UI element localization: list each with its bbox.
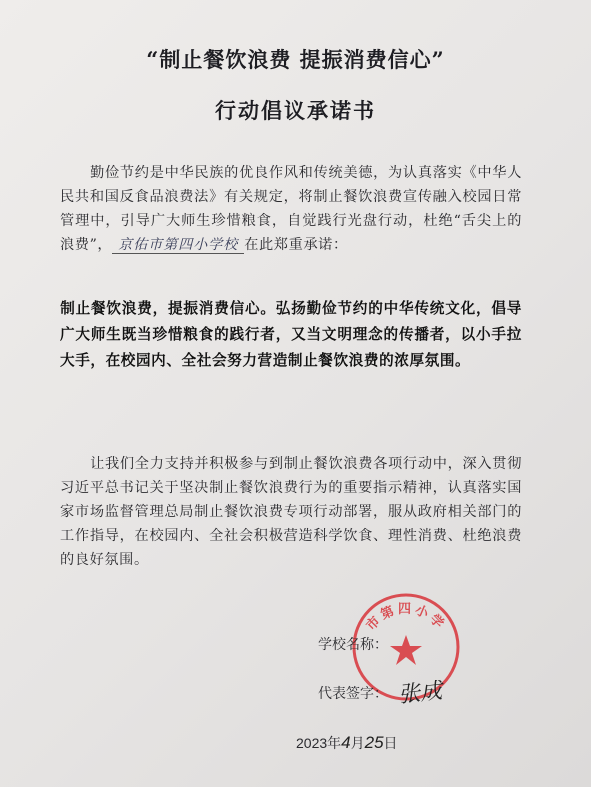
handwritten-school-name: 京佑市第四小学校 xyxy=(112,237,244,254)
date-month: 4 xyxy=(341,733,351,752)
representative-signature: 张成 xyxy=(397,678,444,709)
date-month-unit: 月 xyxy=(350,735,365,751)
title-line-1: “制止餐饮浪费 提振消费信心” xyxy=(146,47,445,72)
paragraph-3 xyxy=(60,452,522,572)
seal-text: 市第四小学 xyxy=(363,602,449,634)
svg-text:市第四小学 xyxy=(363,602,449,634)
representative-label: 代表签字： xyxy=(318,686,388,702)
paragraph-1 xyxy=(60,161,522,257)
date-day-unit: 日 xyxy=(383,735,398,751)
title-line-2: 行动倡议承诺书 xyxy=(215,98,376,123)
document-date xyxy=(296,733,398,753)
school-name-label: 学校名称： xyxy=(318,637,388,653)
paragraph-2 xyxy=(60,296,522,374)
date-day: 25 xyxy=(364,733,384,752)
date-year: 2023年 xyxy=(296,735,342,751)
paragraph-1-end: 在此郑重承诺： xyxy=(244,237,348,253)
paragraph-2-text: 制止餐饮浪费，提振消费信心。弘扬勤俭节约的中华传统文化，倡导广大师生既当珍惜粮食的践行者，又当文明理念的传播者，以小手拉大手，在校园内、全社会努力营造制止餐饮浪费的浓厚氛围。 xyxy=(60,300,522,369)
paragraph-3-text: 让我们全力支持并积极参与到制止餐饮浪费各项行动中，深入贯彻习近平总书记关于坚决制止餐饮浪费行为的重要指示精神，认真落实国家市场监督管理总局制止餐饮浪费专项行动部署，服从政府相关部门的工作指导，在校园内、全社会积极营造科学饮食、理性消费、杜绝浪费的良好氛围。 xyxy=(60,456,522,568)
paragraph-1-text: 勤俭节约是中华民族的优良作风和传统美德，为认真落实《中华人民共和国反食品浪费法》有关规定，将制止餐饮浪费宣传融入校园日常管理中，引导广大师生珍惜粮食，自觉践行光盘行动，杜绝“舌尖上的浪费”， xyxy=(60,165,522,253)
